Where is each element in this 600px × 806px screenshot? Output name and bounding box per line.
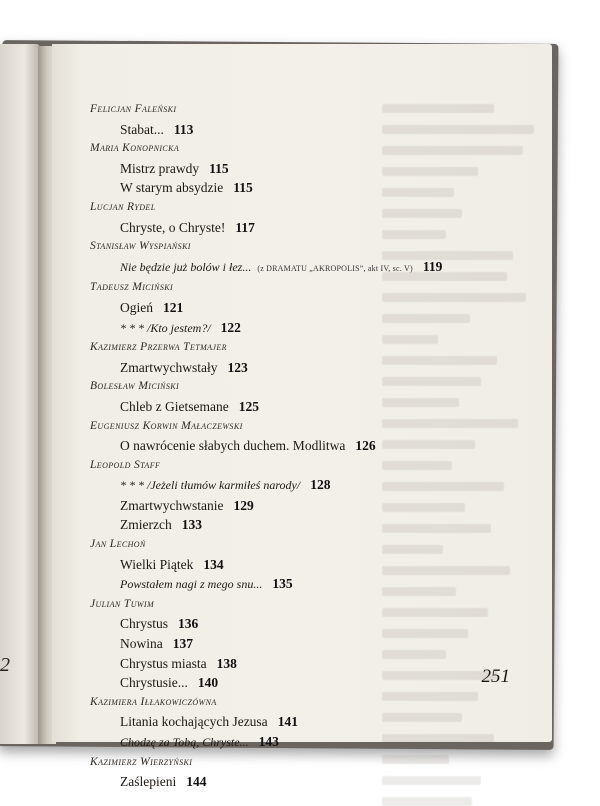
toc-author-row (90, 100, 530, 120)
entry-title: Nowina (120, 636, 163, 652)
author-name: Jan Lechoń (90, 538, 146, 551)
left-page-number: 2 (0, 654, 10, 676)
toc-entry (90, 257, 530, 279)
toc-entry (90, 614, 530, 634)
left-page-edge (0, 44, 40, 744)
entry-title: Chryste, o Chryste! (120, 219, 226, 235)
entry-title: Mistrz prawdy (120, 160, 200, 176)
entry-page-number: 143 (258, 734, 279, 749)
entry-title: Chrystus miasta (120, 655, 207, 671)
entry-title: Chodzę za Tobą, Chryste... (120, 735, 249, 749)
toc-author-row (90, 237, 530, 257)
entry-page-number: 133 (181, 517, 202, 533)
author-name: Kazimiera Iłłakowiczówna (90, 695, 217, 708)
toc-author-row (90, 456, 530, 476)
toc-entry (90, 298, 530, 318)
entry-title: Chleb z Gietsemane (120, 398, 229, 414)
author-name: Kazimierz Przerwa Tetmajer (90, 341, 227, 354)
toc-author-row (90, 139, 530, 159)
author-name: Leopold Staff (90, 458, 161, 471)
entry-title: Chrystus (120, 616, 169, 632)
entry-page-number: 140 (197, 675, 219, 691)
entry-page-number: 138 (216, 655, 237, 671)
right-page (52, 44, 552, 790)
entry-title: Zaślepieni (120, 774, 177, 790)
toc-entry (90, 712, 530, 732)
entry-title: Zmartwychwstanie (120, 497, 224, 513)
toc-entry (90, 218, 530, 238)
toc-author-row (90, 338, 530, 358)
toc-entry (90, 555, 530, 575)
entry-title: Stabat... (120, 121, 164, 137)
toc-author-row (90, 417, 530, 437)
entry-note: (z DRAMATU „AKROPOLIS”, akt IV, sc. V) (257, 263, 413, 273)
author-name: Bolesław Miciński (90, 380, 180, 393)
entry-page-number: 144 (186, 774, 207, 790)
entry-title: O nawrócenie słabych duchem. Modlitwa (120, 438, 346, 454)
entry-page-number: 122 (220, 319, 241, 335)
entry-title: Chrystusie... (120, 675, 188, 691)
entry-title: Nie będzie już bolów i łez... (120, 259, 252, 274)
entry-title: * * * /Kto jestem?/ (120, 320, 211, 335)
entry-page-number: 136 (178, 616, 199, 632)
toc-entry (90, 496, 530, 516)
entry-page-number: 128 (310, 477, 331, 493)
toc-entry (90, 634, 530, 654)
entry-title: W starym absydzie (120, 180, 224, 196)
author-name: Kazimierz Wierzyński (90, 755, 193, 768)
author-name: Stanisław Wyspiański (90, 240, 191, 253)
entry-page-number: 137 (172, 636, 193, 652)
entry-title: Zmartwychwstały (120, 359, 218, 375)
entry-page-number: 115 (209, 160, 229, 176)
page-number: 251 (481, 666, 510, 687)
table-of-contents (90, 100, 530, 792)
entry-title: Litania kochających Jezusa (120, 714, 268, 730)
entry-page-number: 134 (203, 556, 224, 572)
toc-author-row (90, 535, 530, 555)
toc-author-row (90, 198, 530, 218)
author-name: Tadeusz Miciński (90, 281, 174, 294)
entry-page-number: 126 (355, 438, 376, 454)
author-name: Maria Konopnicka (90, 142, 180, 155)
toc-entry (90, 475, 530, 496)
toc-entry (90, 732, 530, 753)
toc-author-row (90, 693, 530, 713)
author-name: Julian Tuwim (90, 597, 155, 610)
toc-entry (90, 574, 530, 595)
toc-entry (90, 178, 530, 198)
toc-entry (90, 772, 530, 792)
toc-entry (90, 318, 530, 339)
toc-entry (90, 673, 530, 693)
author-name: Eugeniusz Korwin Małaczewski (90, 419, 243, 432)
entry-title: Powstałem nagi z mego snu... (120, 577, 263, 592)
entry-page-number: 123 (227, 359, 248, 375)
toc-entry (90, 120, 530, 140)
toc-entry (90, 515, 530, 535)
entry-page-number: 141 (277, 714, 298, 730)
entry-title: Ogień (120, 299, 153, 315)
entry-page-number: 119 (422, 258, 443, 274)
toc-author-row (90, 595, 530, 615)
toc-entry (90, 159, 530, 179)
toc-entry (90, 436, 530, 456)
entry-page-number: 113 (173, 121, 194, 137)
entry-page-number: 129 (233, 497, 254, 513)
entry-page-number: 135 (272, 576, 293, 592)
toc-author-row (90, 377, 530, 397)
entry-page-number: 117 (235, 219, 255, 235)
entry-title: Wielki Piątek (120, 556, 194, 572)
toc-entry (90, 654, 530, 674)
toc-entry (90, 397, 530, 417)
toc-author-row (90, 278, 530, 298)
author-name: Felicjan Faleński (90, 103, 177, 115)
entry-page-number: 125 (238, 398, 259, 414)
entry-page-number: 121 (163, 299, 184, 315)
toc-entry (90, 358, 530, 378)
author-name: Lucjan Rydel (90, 200, 156, 213)
entry-title: Zmierzch (120, 517, 172, 533)
entry-title: * * * /Jeżeli tłumów karmiłeś narody/ (120, 478, 301, 493)
entry-page-number: 115 (233, 180, 253, 196)
toc-author-row (90, 753, 530, 773)
